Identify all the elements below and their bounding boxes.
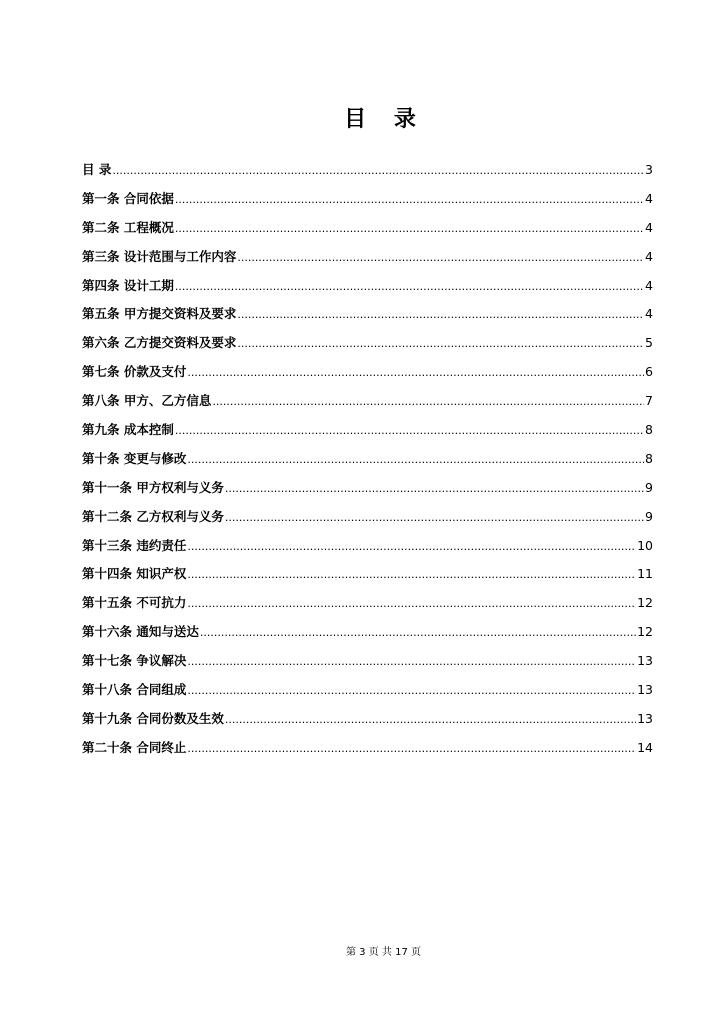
toc-dot-leader: [175, 187, 644, 213]
page-footer: 第 3 页 共 17 页: [346, 947, 421, 958]
toc-entry[interactable]: [82, 301, 653, 330]
toc-entry-page-number: 8: [645, 422, 653, 438]
toc-entry-page-number: 5: [645, 335, 653, 351]
toc-entry[interactable]: [82, 561, 653, 590]
toc-entry-label: 第十三条 违约责任: [82, 537, 187, 553]
toc-entry-label: 目 录: [82, 162, 112, 177]
toc-dot-leader: [225, 707, 636, 733]
toc-dot-leader: [187, 360, 644, 386]
toc-dot-leader: [212, 389, 644, 415]
toc-entry[interactable]: [82, 157, 653, 186]
toc-entry-label: 第二条 工程概况: [82, 219, 174, 235]
toc-dot-leader: [237, 302, 644, 328]
toc-dot-leader: [175, 418, 644, 444]
toc-entry[interactable]: [82, 590, 653, 619]
toc-dot-leader: [237, 331, 644, 357]
toc-entry[interactable]: [82, 417, 653, 446]
toc-entry-page-number: 13: [637, 710, 653, 726]
toc-dot-leader: [225, 476, 644, 502]
toc-entry-page-number: 9: [645, 508, 653, 524]
toc-entry[interactable]: [82, 475, 653, 504]
toc-entry-label: 第十一条 甲方权利与义务: [82, 479, 224, 495]
toc-entry-label: 第十四条 知识产权: [82, 566, 187, 582]
toc-entry[interactable]: [82, 735, 653, 764]
toc-entry-label: 第十六条 通知与送达: [82, 624, 199, 640]
toc-entry-label: 第四条 设计工期: [82, 277, 174, 293]
toc-entry-label: 第十五条 不可抗力: [82, 595, 187, 611]
toc-entry-label: 第二十条 合同终止: [82, 739, 187, 755]
toc-entry-page-number: 14: [637, 739, 653, 755]
toc-entry-label: 第三条 设计范围与工作内容: [82, 248, 237, 264]
toc-entry-label: 第六条 乙方提交资料及要求: [82, 335, 237, 351]
toc-dot-leader: [187, 649, 636, 675]
toc-entry-label: 第十九条 合同份数及生效: [82, 710, 224, 726]
toc-entry-page-number: 12: [637, 624, 653, 640]
toc-dot-leader: [225, 505, 644, 531]
toc-entry-label: 第十条 变更与修改: [82, 450, 187, 466]
toc-entry[interactable]: [82, 504, 653, 533]
toc-dot-leader: [237, 245, 644, 271]
toc-entry-page-number: 7: [645, 393, 653, 409]
toc-entry-page-number: 9: [645, 479, 653, 495]
toc-dot-leader: [187, 736, 636, 762]
toc-dot-leader: [187, 534, 636, 560]
toc-entry-label: 第十七条 争议解决: [82, 653, 187, 669]
toc-entry[interactable]: [82, 359, 653, 388]
toc-list: [82, 157, 653, 764]
toc-entry-page-number: 11: [637, 566, 653, 582]
toc-entry[interactable]: [82, 533, 653, 562]
toc-entry-label: 第五条 甲方提交资料及要求: [82, 306, 237, 322]
toc-entry-page-number: 13: [637, 653, 653, 669]
toc-entry-page-number: 10: [637, 537, 653, 553]
toc-entry[interactable]: [82, 273, 653, 302]
toc-entry-label: 第七条 价款及支付: [82, 364, 187, 380]
toc-entry-page-number: 12: [637, 595, 653, 611]
toc-entry[interactable]: [82, 388, 653, 417]
toc-entry-label: 第十八条 合同组成: [82, 682, 187, 698]
toc-entry[interactable]: [82, 330, 653, 359]
toc-entry[interactable]: [82, 619, 653, 648]
toc-dot-leader: [112, 158, 644, 184]
toc-entry[interactable]: [82, 706, 653, 735]
toc-entry-page-number: 8: [645, 450, 653, 466]
toc-dot-leader: [187, 591, 636, 617]
toc-entry-page-number: 13: [637, 682, 653, 698]
toc-entry-page-number: 4: [645, 248, 653, 264]
toc-entry-page-number: 4: [645, 219, 653, 235]
toc-dot-leader: [175, 216, 644, 242]
toc-dot-leader: [187, 678, 636, 704]
toc-entry[interactable]: [82, 215, 653, 244]
toc-entry-page-number: 4: [645, 277, 653, 293]
toc-entry-label: 第八条 甲方、乙方信息: [82, 393, 212, 409]
toc-dot-leader: [187, 447, 644, 473]
toc-entry-label: 第九条 成本控制: [82, 422, 174, 438]
toc-dot-leader: [187, 562, 636, 588]
toc-title: 目 录: [344, 107, 426, 132]
toc-entry-page-number: 4: [645, 190, 653, 206]
toc-entry-page-number: 3: [645, 162, 653, 177]
toc-entry[interactable]: [82, 446, 653, 475]
toc-dot-leader: [175, 274, 644, 300]
toc-entry-page-number: 6: [645, 364, 653, 380]
toc-entry-page-number: 4: [645, 306, 653, 322]
toc-entry[interactable]: [82, 244, 653, 273]
toc-entry-label: 第一条 合同依据: [82, 190, 174, 206]
toc-entry[interactable]: [82, 648, 653, 677]
toc-dot-leader: [200, 620, 636, 646]
toc-entry[interactable]: [82, 677, 653, 706]
toc-entry[interactable]: [82, 186, 653, 215]
toc-entry-label: 第十二条 乙方权利与义务: [82, 508, 224, 524]
